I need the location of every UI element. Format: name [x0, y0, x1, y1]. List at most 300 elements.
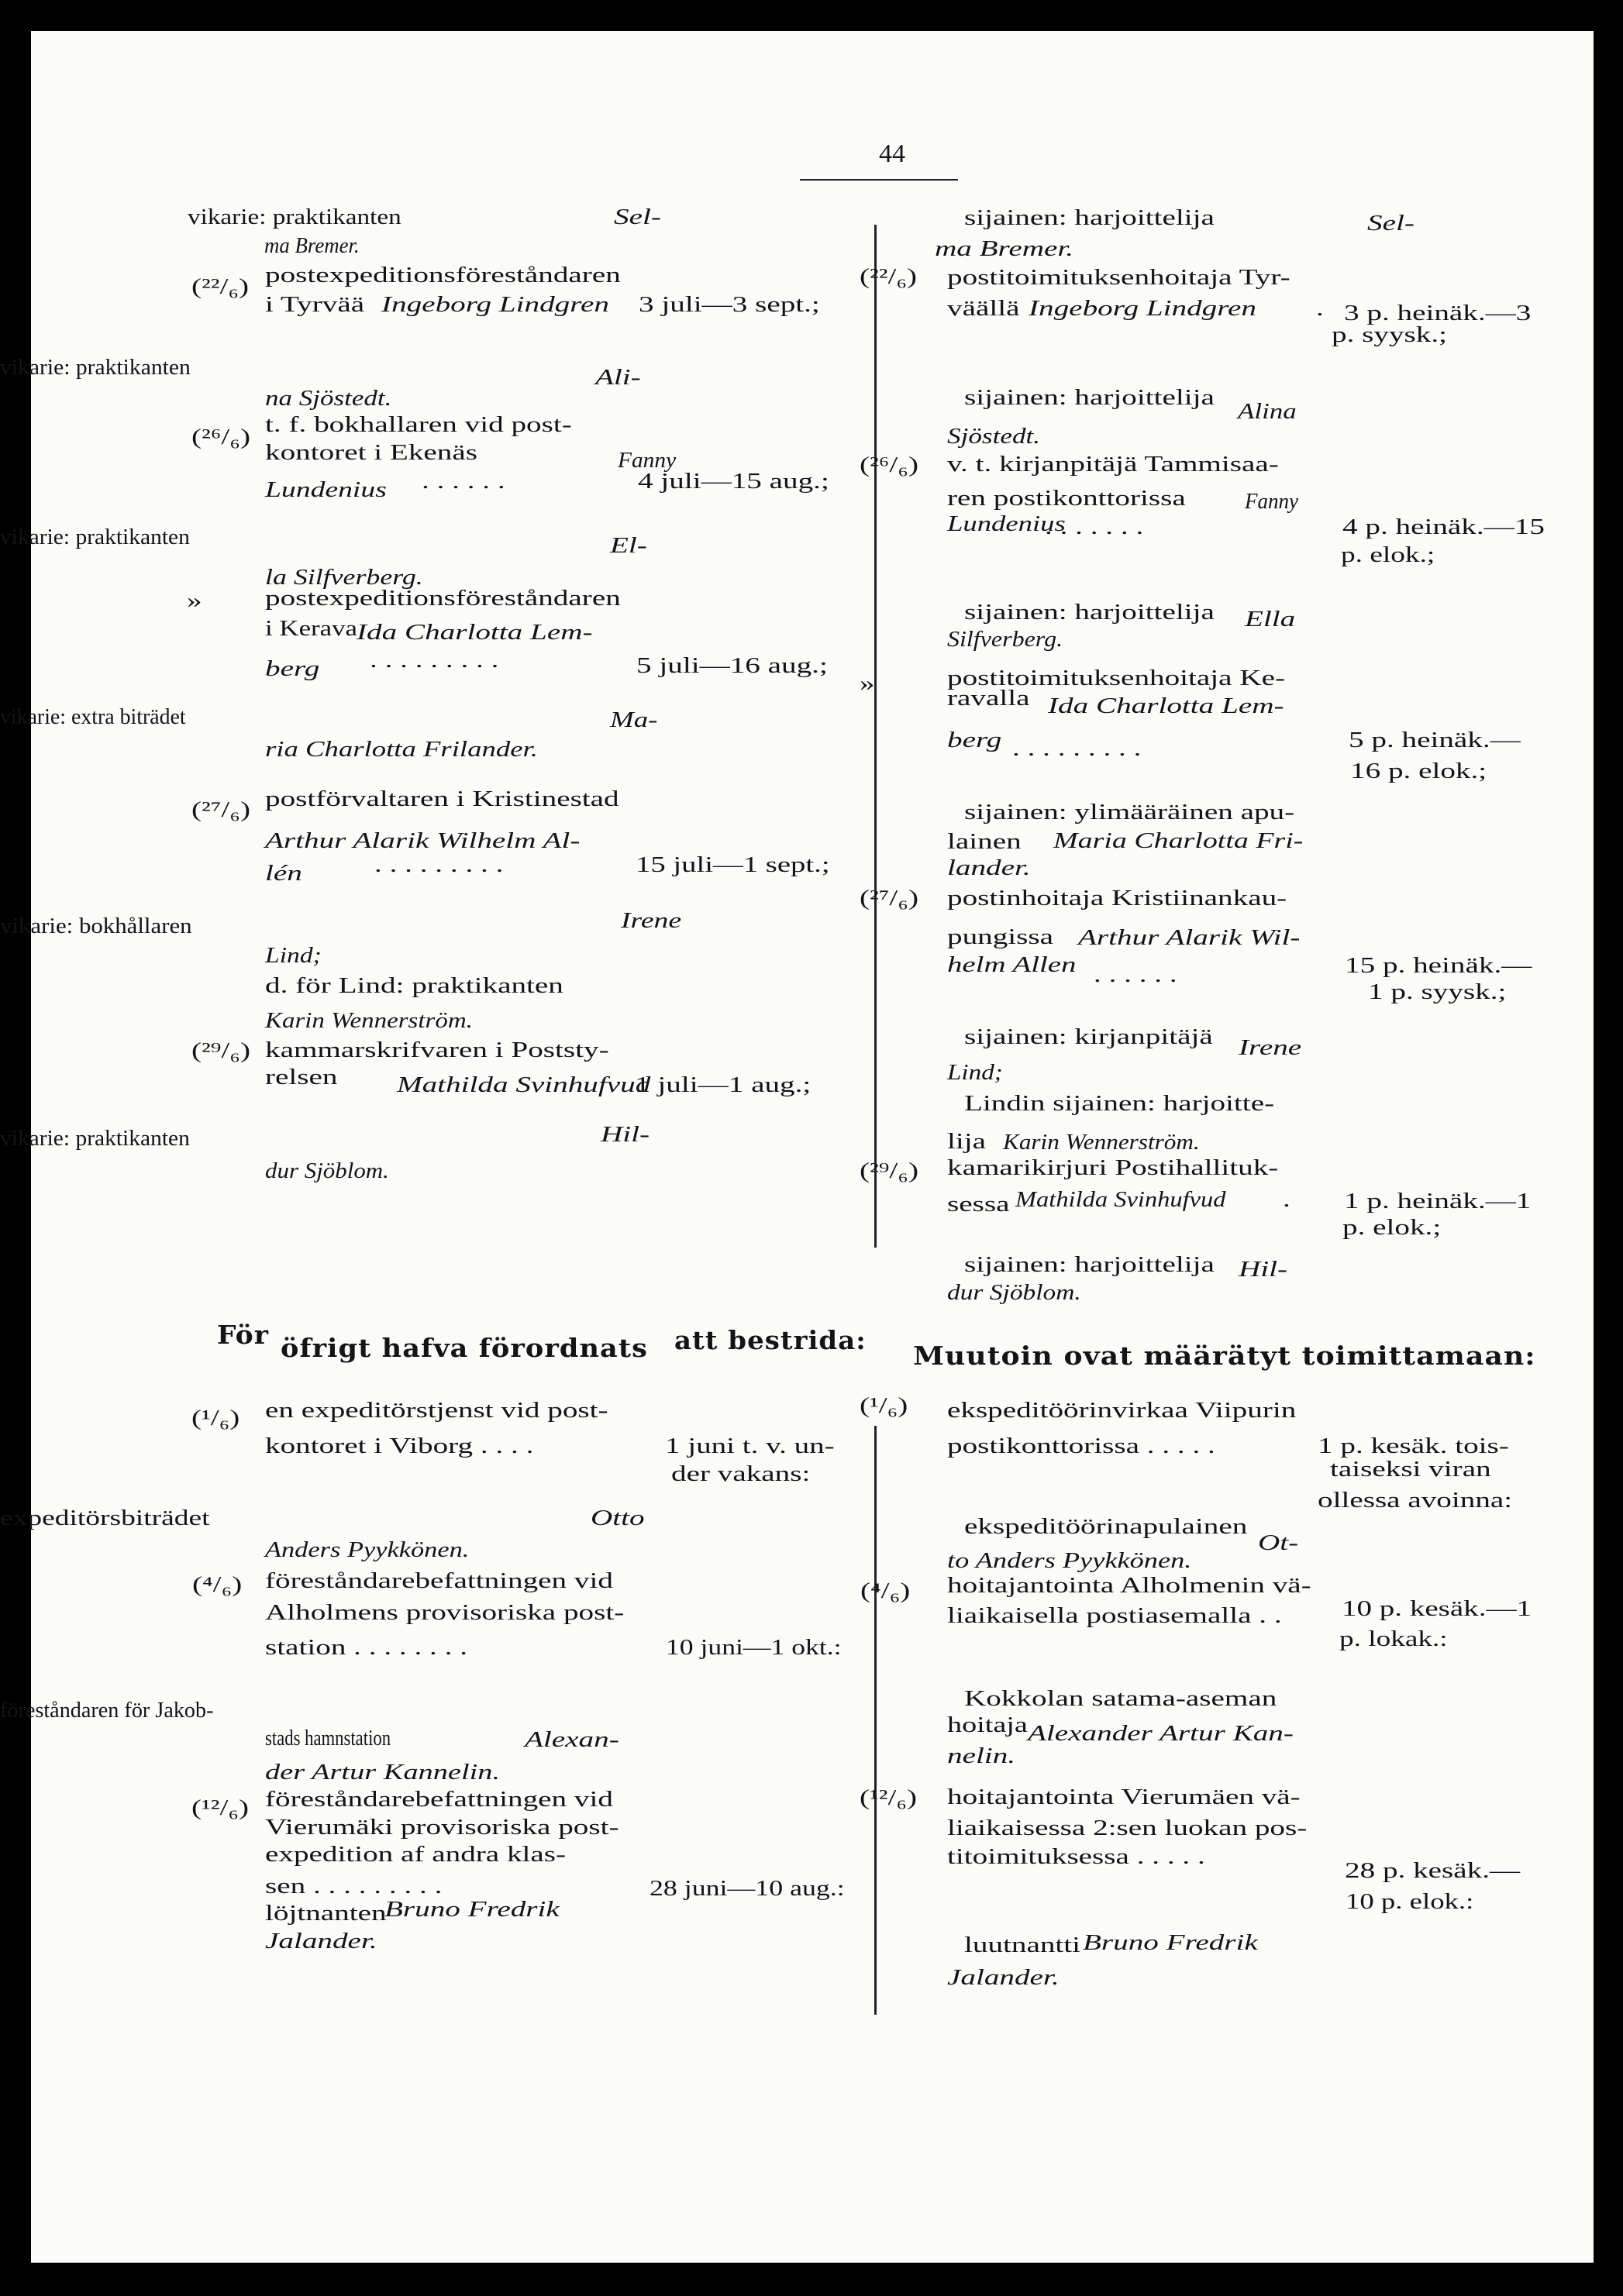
fi-line-76-alexander-artur-kan	[1028, 1720, 1294, 1747]
italic-name-text: Alina	[1238, 399, 1297, 424]
line-text: 15 juli—1 sept.;	[636, 852, 830, 877]
scan-border-right	[1594, 0, 1623, 2296]
italic-name-text: ma Bremer.	[935, 236, 1074, 261]
fi-heading-text-0-muutoin-ovat-m-r-tyt-toi	[913, 1342, 1536, 1369]
line-text: . . . . . . . . .	[374, 852, 504, 877]
line-text: vikarie: praktikanten	[0, 1126, 190, 1151]
sv-line-66-der-artur-kannelin	[265, 1759, 500, 1786]
line-text: För	[217, 1320, 270, 1350]
sv-line-5-i-tyrv	[265, 291, 364, 318]
sv-line-63-f-rest-ndaren-f-r-jakob	[0, 1697, 214, 1724]
fi-line-24-x	[860, 670, 875, 697]
line-text: station . . . . . . . .	[265, 1635, 468, 1660]
italic-name-text: Ella	[1245, 607, 1296, 632]
sv-line-24-ida-charlotta-lem	[357, 619, 593, 646]
italic-name-text: Hil-	[1239, 1257, 1288, 1282]
line-text: postinhoitaja Kristiinankau-	[947, 886, 1287, 910]
line-text: (¹/₆)	[191, 1406, 240, 1430]
line-text: kontoret i Ekenäs	[265, 440, 477, 465]
line-text: postförvaltaren i Kristinestad	[265, 787, 619, 811]
italic-name-text: Maria Charlotta Fri-	[1053, 828, 1304, 853]
italic-name-text: Irene	[1239, 1035, 1302, 1060]
line-text: 1 p. heinäk.—1	[1344, 1189, 1532, 1213]
line-text: Alholmens provisoriska post-	[265, 1600, 625, 1625]
line-text: kammarskrifvaren i Poststy-	[265, 1038, 609, 1062]
line-text: expeditörsbiträdet	[0, 1506, 210, 1530]
fi-line-57-sijainen-harjoittelija	[964, 1251, 1215, 1279]
line-text: i Kerava	[265, 616, 358, 641]
italic-name-text: Anders Pyykkönen.	[265, 1537, 470, 1562]
sv-line-9-ali	[595, 364, 641, 391]
italic-name-text: Ot-	[1258, 1530, 1299, 1555]
sv-line-6-ingeborg-lindgren	[381, 291, 609, 318]
sv-line-57-anders-pyykk-nen	[265, 1537, 469, 1564]
fi-line-54-x	[1283, 1186, 1290, 1213]
line-text: postexpeditionsföreståndaren	[265, 586, 621, 611]
fi-line-59-dur-sj-blom	[947, 1279, 1081, 1306]
fi-line-12-sj-stedt	[947, 423, 1040, 450]
fi-line-51-kamarikirjuri-postihalli	[947, 1155, 1278, 1182]
italic-name-text: dur Sjöblom.	[947, 1280, 1081, 1305]
italic-name-text: Fanny	[618, 448, 677, 473]
sv-line-61-station	[265, 1634, 467, 1661]
line-text: d. för Lind: praktikanten	[265, 973, 563, 998]
fi-line-23-silfverberg	[947, 626, 1063, 653]
line-text: 28 p. kesäk.—	[1345, 1858, 1521, 1883]
fi-line-75-hoitaja	[947, 1712, 1028, 1739]
italic-name-text: Arthur Alarik Wil-	[1078, 925, 1301, 950]
line-text: sijainen: ylimääräinen apu-	[964, 800, 1295, 824]
fi-line-4-postitoimituksenhoitaja-	[947, 264, 1290, 291]
page-number: 44	[879, 139, 905, 168]
sv-line-54-der-vakans	[671, 1461, 810, 1488]
italic-name-text: Fanny	[1245, 489, 1299, 514]
line-text: (¹/₆)	[860, 1393, 908, 1418]
fi-line-9-p-syysk	[1332, 322, 1447, 349]
sv-line-29-ma	[610, 707, 657, 734]
fi-line-35-lander	[947, 855, 1031, 882]
fi-line-84-luutnantti	[964, 1932, 1080, 1959]
line-text: sijainen: harjoittelija	[964, 205, 1215, 230]
line-text: 3 p. heinäk.—3	[1344, 301, 1532, 325]
sv-line-33-arthur-alarik-wilhelm-al	[265, 828, 580, 855]
fi-line-19-4-p-hein-k-15	[1342, 514, 1545, 541]
sv-line-50-x	[191, 1405, 239, 1432]
sv-line-10-na-sj-stedt	[265, 385, 391, 412]
line-text: (²⁹/₆)	[860, 1158, 919, 1183]
line-text: . . . . . .	[1094, 962, 1177, 987]
line-text: lija	[947, 1129, 987, 1154]
line-text: postitoimituksenhoitaja Ke-	[947, 666, 1286, 690]
book-page	[0, 31, 1594, 2263]
italic-name-text: Karin Wennerström.	[1003, 1130, 1200, 1155]
sv-line-22-postexpeditionsf-rest-nd	[265, 585, 621, 612]
sv-line-3-x	[191, 274, 249, 301]
fi-line-38-pungissa	[947, 924, 1053, 951]
line-text: . . . . . . .	[1045, 515, 1144, 539]
fi-line-28-berg	[947, 727, 1001, 754]
italic-name-text: to Anders Pyykkönen.	[947, 1548, 1192, 1573]
sv-line-55-expedit-rsbitr-det	[0, 1505, 210, 1532]
line-text: liaikaisella postiasemalla . .	[947, 1603, 1282, 1628]
line-text: kontoret i Viborg . . . .	[265, 1434, 534, 1458]
line-text: föreståndarebefattningen vid	[265, 1787, 613, 1812]
italic-name-text: lander.	[947, 855, 1031, 880]
sv-line-51-en-expedit-rstjenst-vid-	[265, 1397, 608, 1424]
fi-line-45-irene	[1239, 1034, 1301, 1062]
line-text: ekspeditöörinvirkaa Viipurin	[947, 1398, 1297, 1423]
line-text: väällä	[947, 296, 1020, 321]
fi-line-58-hil	[1239, 1256, 1287, 1283]
line-text: ren postikonttorissa	[947, 486, 1186, 511]
fi-line-13-x	[860, 452, 918, 479]
fi-line-18-x	[1045, 514, 1143, 541]
fi-line-15-ren-postikonttorissa	[947, 485, 1186, 512]
fi-line-47-lindin-sijainen-harjoitt	[964, 1090, 1274, 1117]
fi-line-43-1-p-syysk	[1368, 979, 1506, 1006]
line-text: p. elok.;	[1342, 1215, 1442, 1240]
fi-line-48-lija	[947, 1128, 986, 1155]
sv-line-73-l-jtnanten	[265, 1900, 387, 1927]
fi-line-79-hoitajantointa-vierum-en	[947, 1784, 1301, 1811]
italic-name-text: der Artur Kannelin.	[265, 1760, 501, 1785]
line-text: sijainen: kirjanpitäjä	[964, 1024, 1213, 1049]
fi-line-31-16-p-elok	[1350, 758, 1487, 785]
italic-name-text: Jalander.	[265, 1929, 377, 1953]
italic-name-text: Sel-	[614, 205, 661, 229]
line-text: löjtnanten	[265, 1901, 387, 1926]
sv-line-58-x	[192, 1571, 242, 1599]
sv-line-69-vierum-ki-provisoriska-p	[265, 1814, 619, 1841]
sv-line-7-3-juli-3-sept	[639, 291, 820, 318]
fi-line-61-ekspedit-rinvirkaa-viipu	[947, 1397, 1296, 1424]
fi-line-62-postikonttorissa	[947, 1433, 1215, 1460]
fi-line-3-x	[860, 263, 917, 291]
line-text: relsen	[265, 1065, 338, 1089]
fi-line-6-ingeborg-lindgren	[1029, 295, 1256, 322]
sv-line-70-expedition-af-andra-klas	[265, 1841, 566, 1868]
fi-line-56-p-elok	[1342, 1214, 1441, 1241]
sv-line-25-berg	[265, 656, 319, 683]
line-text: hoitajantointa Alholmenin vä-	[947, 1573, 1311, 1598]
fi-line-26-ravalla	[947, 685, 1030, 712]
fi-line-68-to-anders-pyykk-nen	[947, 1547, 1191, 1575]
sv-line-0-vikarie-praktikanten	[188, 204, 401, 231]
line-text: (¹²/₆)	[860, 1785, 918, 1810]
italic-name-text: dur Sjöblom.	[265, 1158, 389, 1183]
sv-line-59-f-rest-ndarebefattningen	[265, 1568, 613, 1595]
italic-name-text: Ingeborg Lindgren	[381, 292, 609, 317]
fi-line-27-ida-charlotta-lem	[1048, 693, 1284, 720]
italic-name-text: Arthur Alarik Wilhelm Al-	[265, 828, 581, 853]
line-text: liaikaisessa 2:sen luokan pos-	[947, 1816, 1308, 1840]
line-text: .	[1316, 296, 1324, 321]
sv-line-23-i-kerava	[265, 615, 357, 642]
italic-name-text: Sel-	[1367, 211, 1415, 236]
line-text: vikarie: praktikanten	[188, 205, 401, 229]
fi-line-73-p-lokak	[1339, 1626, 1448, 1653]
sv-line-8-vikarie-praktikanten	[0, 354, 191, 381]
italic-name-text: El-	[610, 533, 647, 558]
line-text: postikonttorissa . . . . .	[947, 1434, 1215, 1458]
sv-line-52-kontoret-i-viborg	[265, 1433, 533, 1460]
sv-line-4-postexpeditionsf-rest-nd	[265, 262, 621, 289]
line-text: sen . . . . . . . . .	[265, 1874, 443, 1898]
sv-line-72-28-juni-10-aug	[650, 1875, 845, 1902]
line-text: 10 juni—1 okt.:	[666, 1635, 842, 1660]
fi-line-49-karin-wennerstr-m	[1003, 1129, 1200, 1156]
sv-line-62-10-juni-1-okt	[666, 1634, 842, 1661]
sv-line-47-vikarie-praktikanten	[0, 1125, 190, 1152]
line-text: taiseksi viran	[1330, 1457, 1491, 1482]
line-text: (⁴/₆)	[860, 1578, 911, 1603]
line-text: i Tyrvää	[265, 292, 365, 317]
fi-line-65-ollessa-avoinna	[1318, 1487, 1512, 1514]
sv-line-11-x	[191, 424, 250, 451]
sv-line-28-vikarie-extra-bitr-det	[0, 704, 186, 731]
fi-line-69-x	[860, 1578, 910, 1605]
line-text: 15 p. heinäk.—	[1345, 953, 1532, 978]
italic-name-text: Irene	[621, 908, 682, 933]
fi-line-34-maria-charlotta-fri	[1053, 828, 1303, 855]
line-text: (¹²/₆)	[191, 1795, 250, 1820]
line-text: 1 p. syysk.;	[1368, 979, 1507, 1004]
fi-line-64-taiseksi-viran	[1330, 1456, 1491, 1483]
line-text: 10 p. kesäk.—1	[1342, 1596, 1532, 1621]
italic-name-text: ma Bremer.	[264, 233, 360, 258]
line-text: (²²/₆)	[860, 264, 918, 289]
sv-line-56-otto	[591, 1505, 645, 1532]
line-text: 4 p. heinäk.—15	[1342, 515, 1545, 539]
fi-line-36-x	[860, 885, 918, 912]
line-text: en expeditörstjenst vid post-	[265, 1398, 608, 1423]
sv-heading-word-0-f-r	[217, 1321, 269, 1348]
line-text: Lindin sijainen: harjoitte-	[964, 1091, 1275, 1116]
sv-line-60-alholmens-provisoriska-p	[265, 1599, 624, 1626]
line-text: hoitajantointa Vierumäen vä-	[947, 1785, 1301, 1809]
fi-line-83-10-p-elok	[1346, 1888, 1473, 1916]
line-text: .	[1283, 1187, 1290, 1212]
italic-name-text: lén	[265, 861, 302, 886]
fi-line-40-helm-allen	[947, 952, 1076, 979]
line-text: Muutoin ovat määrätyt toimittamaan:	[913, 1341, 1536, 1371]
line-text: luutnantti	[964, 1933, 1081, 1957]
italic-name-text: berg	[947, 728, 1002, 752]
italic-name-text: na Sjöstedt.	[265, 386, 392, 411]
fi-line-85-bruno-fredrik	[1083, 1929, 1258, 1957]
line-text: hoitaja	[947, 1713, 1028, 1737]
line-text: expedition af andra klas-	[265, 1842, 567, 1867]
line-text: . . . . . . . . .	[1012, 736, 1142, 761]
line-text: (²²/₆)	[191, 274, 250, 299]
sv-line-42-x	[191, 1038, 250, 1065]
line-text: (²⁶/₆)	[860, 453, 919, 477]
fi-line-5-v-ll	[947, 295, 1019, 322]
fi-line-2-ma-bremer	[935, 236, 1073, 263]
sv-line-2-ma-bremer	[264, 232, 360, 260]
fi-line-39-arthur-alarik-wil	[1078, 924, 1300, 952]
sv-line-49-dur-sj-blom	[265, 1158, 389, 1185]
line-text: 1 juli—1 aug.;	[635, 1072, 812, 1097]
sv-line-15-lundenius	[265, 477, 387, 504]
fi-line-10-sijainen-harjoittelija	[964, 384, 1215, 411]
sv-line-48-hil	[601, 1121, 650, 1148]
fi-line-7-x	[1316, 295, 1324, 322]
fi-line-60-x	[860, 1392, 908, 1420]
italic-name-text: Ida Charlotta Lem-	[357, 620, 593, 645]
italic-name-text: Alexander Artur Kan-	[1028, 1721, 1294, 1746]
line-text: »	[860, 671, 875, 696]
italic-name-text: la Silfverberg.	[265, 565, 423, 590]
sv-line-27-5-juli-16-aug	[636, 652, 828, 680]
line-text: (⁴/₆)	[192, 1572, 243, 1597]
fi-line-22-ella	[1245, 606, 1295, 633]
line-text: pungissa	[947, 924, 1054, 949]
italic-name-text: Karin Wennerström.	[265, 1008, 473, 1033]
sv-line-31-x	[191, 797, 250, 824]
line-text: föreståndarebefattningen vid	[265, 1568, 613, 1593]
fi-line-50-x	[860, 1158, 918, 1185]
fi-line-1-sel	[1367, 210, 1415, 237]
sv-line-75-jalander	[265, 1928, 377, 1955]
sv-line-21-x	[187, 587, 202, 614]
italic-name-text: Jalander.	[947, 1965, 1060, 1990]
line-text: 1 juni t. v. un-	[665, 1434, 835, 1458]
sv-line-37-vikarie-bokh-llaren	[0, 913, 192, 940]
scan-border-bottom	[0, 2263, 1623, 2296]
sv-line-36-15-juli-1-sept	[636, 852, 830, 879]
line-text: 28 juni—10 aug.:	[650, 1876, 845, 1901]
line-text: ollessa avoinna:	[1318, 1488, 1513, 1513]
fi-line-41-x	[1094, 962, 1177, 989]
sv-line-45-mathilda-svinhufvud	[397, 1072, 650, 1099]
line-text: 4 juli—15 aug.;	[638, 469, 829, 494]
line-text: postitoimituksenhoitaja Tyr-	[947, 265, 1290, 290]
italic-name-text: Lundenius	[947, 511, 1066, 536]
fi-line-42-15-p-hein-k	[1345, 952, 1532, 979]
scan-border-top	[0, 0, 1623, 31]
fi-line-32-sijainen-ylim-r-inen-apu	[964, 799, 1294, 826]
line-text: 5 p. heinäk.—	[1349, 728, 1521, 752]
sv-line-18-vikarie-praktikanten	[0, 524, 190, 551]
line-text: sijainen: harjoittelija	[964, 385, 1215, 410]
line-text: p. elok.;	[1341, 542, 1435, 567]
line-text: öfrigt hafva förordnats	[281, 1333, 648, 1363]
sv-line-19-el	[610, 532, 647, 559]
sv-line-40-d-f-r-lind-praktikanten	[265, 972, 563, 1000]
fi-line-55-1-p-hein-k-1	[1344, 1188, 1531, 1215]
line-text: vikarie: extra biträdet	[0, 704, 186, 729]
fi-line-80-liaikaisessa-2-sen-luoka	[947, 1815, 1307, 1842]
line-text: vikarie: bokhållaren	[0, 914, 192, 938]
line-text: lainen	[947, 829, 1022, 854]
sv-line-41-karin-wennerstr-m	[265, 1007, 473, 1034]
italic-name-text: Bruno Fredrik	[1083, 1930, 1258, 1955]
italic-name-text: Bruno Fredrik	[384, 1897, 560, 1922]
line-text: Vierumäki provisoriska post-	[265, 1815, 619, 1840]
sv-heading-word-2-att-bestrida	[674, 1327, 867, 1354]
line-text: 5 juli—16 aug.;	[636, 653, 828, 678]
italic-name-text: helm Allen	[947, 952, 1077, 977]
sv-line-67-x	[191, 1795, 249, 1822]
fi-line-29-x	[1012, 735, 1141, 762]
sv-line-13-kontoret-i-eken-s	[265, 439, 477, 466]
fi-line-70-hoitajantointa-alholmeni	[947, 1572, 1311, 1599]
line-text: sijainen: harjoittelija	[964, 1252, 1215, 1277]
fi-line-20-p-elok	[1341, 542, 1435, 569]
line-text: titoimituksessa . . . . .	[947, 1844, 1205, 1869]
line-text: stads hamnstation	[265, 1726, 391, 1750]
sv-line-64-stads-hamnstation	[265, 1725, 391, 1752]
italic-name-text: Ali-	[595, 365, 641, 390]
fi-line-33-lainen	[947, 828, 1022, 855]
line-text: att bestrida:	[674, 1325, 867, 1355]
line-text: der vakans:	[671, 1461, 811, 1486]
line-text: 1 p. kesäk. tois-	[1318, 1434, 1509, 1458]
line-text: postexpeditionsföreståndaren	[265, 263, 621, 287]
fi-line-53-mathilda-svinhufvud	[1015, 1186, 1226, 1213]
italic-name-text: Lundenius	[265, 477, 387, 502]
line-text: . . . . . .	[422, 469, 505, 494]
italic-name-text: berg	[265, 656, 320, 681]
line-text: sessa	[947, 1192, 1010, 1217]
sv-line-74-bruno-fredrik	[384, 1896, 560, 1923]
italic-name-text: Ma-	[610, 707, 658, 732]
sv-line-39-lind	[265, 942, 322, 969]
line-text: (²⁷/₆)	[191, 797, 251, 822]
line-text: kamarikirjuri Postihallituk-	[947, 1155, 1279, 1180]
italic-name-text: Lind;	[265, 943, 322, 968]
fi-line-72-10-p-kes-k-1	[1342, 1595, 1532, 1623]
fi-line-71-liaikaisella-postiasemal	[947, 1602, 1282, 1630]
italic-name-text: Lind;	[947, 1060, 1003, 1085]
page-number-rule	[800, 179, 958, 181]
italic-name-text: Otto	[591, 1506, 645, 1530]
italic-name-text: Silfverberg.	[947, 627, 1063, 652]
sv-line-12-t-f-bokhallaren-vid-post	[265, 411, 572, 439]
sv-line-35-x	[374, 852, 503, 879]
line-text: Kokkolan satama-aseman	[964, 1686, 1277, 1711]
line-text: v. t. kirjanpitäjä Tammisaa-	[947, 452, 1279, 477]
fi-line-30-5-p-hein-k	[1349, 727, 1521, 754]
line-text: (²⁶/₆)	[191, 425, 251, 449]
sv-line-46-1-juli-1-aug	[635, 1072, 811, 1099]
italic-name-text: Ingeborg Lindgren	[1029, 296, 1256, 321]
line-text: t. f. bokhallaren vid post-	[265, 412, 572, 437]
fi-line-11-alina	[1238, 398, 1297, 425]
sv-line-32-postf-rvaltaren-i-kristi	[265, 786, 619, 813]
sv-line-34-l-n	[265, 860, 302, 887]
line-text: (²⁹/₆)	[191, 1038, 251, 1063]
fi-line-86-jalander	[947, 1964, 1060, 1991]
fi-line-0-sijainen-harjoittelija	[964, 205, 1215, 232]
italic-name-text: Mathilda Svinhufvud	[397, 1072, 651, 1097]
line-text: föreståndaren för Jakob-	[0, 1698, 214, 1723]
italic-name-text: Hil-	[601, 1122, 650, 1147]
line-text: 10 p. elok.:	[1346, 1889, 1474, 1914]
fi-line-66-ekspedit-rinapulainen	[964, 1513, 1247, 1540]
sv-line-30-ria-charlotta-frilander	[265, 736, 538, 763]
sv-line-38-irene	[621, 907, 681, 935]
line-text: vikarie: praktikanten	[0, 355, 191, 380]
sv-line-43-kammarskrifvaren-i-posts	[265, 1037, 609, 1064]
sv-line-65-alexan	[525, 1726, 619, 1754]
fi-line-37-postinhoitaja-kristiinan	[947, 885, 1287, 912]
column-rule	[874, 1426, 877, 2015]
sv-heading-word-1-frigt-hafva-f-rordnats	[281, 1334, 648, 1361]
fi-line-78-x	[860, 1785, 917, 1812]
sv-line-17-4-juli-15-aug	[638, 468, 829, 495]
